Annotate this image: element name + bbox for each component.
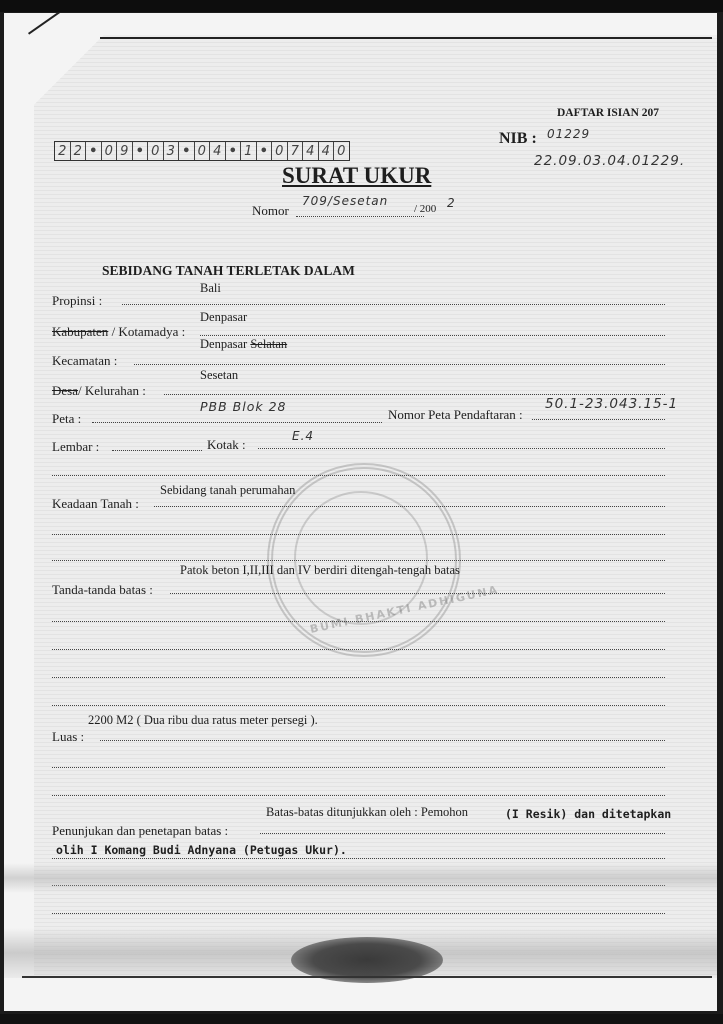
parcel-number-box: • (226, 142, 242, 160)
kabupaten-dotted-line (200, 335, 665, 336)
penunjukan-dotted-line (260, 833, 665, 834)
parcel-number-box: 2 (55, 142, 71, 160)
kotak-dotted-line (258, 448, 665, 449)
penunjukan-value-a: Batas-batas ditunjukkan oleh : Pemohon (266, 805, 469, 819)
nomor-peta-value: 50.1-23.043.15-1 (545, 396, 679, 412)
folded-corner (26, 33, 106, 113)
propinsi-value: Bali (200, 281, 221, 295)
kecamatan-value-main: Denpasar (200, 337, 248, 351)
kecamatan-value (200, 337, 287, 352)
nomor-peta-label: Nomor Peta Pendaftaran : (388, 407, 523, 422)
parcel-number-box: • (133, 142, 149, 160)
propinsi-dotted-line (122, 304, 665, 305)
parcel-number-box: • (179, 142, 195, 160)
blank-dotted-line-6 (52, 677, 665, 678)
blank-dotted-line-9 (52, 795, 665, 796)
luas-label: Luas : (52, 729, 85, 744)
luas-value: 2200 M2 ( Dua ribu dua ratus meter persegi ). (88, 713, 318, 727)
penunjukan-value-b: (I Resik) dan ditetapkan (505, 807, 672, 821)
tanda-batas-label: Tanda-tanda batas : (52, 582, 153, 597)
parcel-number-box: 1 (241, 142, 257, 160)
paper-top-edge (100, 37, 712, 39)
desa-label (52, 383, 146, 399)
parcel-number-boxes (54, 141, 350, 161)
desa-label-rest: / Kelurahan : (78, 383, 146, 398)
parcel-number-box: 4 (319, 142, 335, 160)
paper-bottom-edge (22, 976, 712, 978)
kabupaten-label (52, 324, 185, 340)
document-sheet (4, 13, 717, 1011)
parcel-number-box: 4 (210, 142, 226, 160)
tanda-batas-value: Patok beton I,II,III dan IV berdiri ditengah-tengah batas (180, 563, 460, 577)
parcel-number-box: 0 (337, 143, 346, 159)
fold-edge-line (28, 13, 123, 35)
blank-dotted-line-1 (52, 475, 665, 476)
nomor-year-suffix: 2 (447, 196, 456, 210)
peta-value: PBB Blok 28 (200, 399, 287, 414)
kabupaten-label-rest: / Kotamadya (111, 324, 179, 339)
penunjukan-label: Penunjukan dan penetapan batas : (52, 823, 229, 838)
nomor-value: 709/Sesetan (302, 194, 389, 208)
parcel-number-box: 4 (303, 142, 319, 160)
kabupaten-value: Denpasar (200, 310, 248, 324)
parcel-number-box: 9 (117, 142, 133, 160)
lembar-label: Lembar : (52, 439, 100, 454)
desa-dotted-line (164, 394, 665, 395)
section-heading: SEBIDANG TANAH TERLETAK DALAM (102, 263, 355, 278)
nib-label: NIB : (499, 130, 537, 147)
parcel-number-box: 0 (272, 142, 288, 160)
tanda-batas-dotted-line (170, 593, 665, 594)
kabupaten-colon: : (181, 324, 186, 339)
parcel-number-box: 3 (164, 142, 180, 160)
parcel-number-box: 7 (288, 142, 304, 160)
nomor-year-prefix: / 200 (414, 203, 437, 215)
keadaan-value: Sebidang tanah perumahan (160, 483, 296, 497)
kabupaten-label-struck: Kabupaten (52, 324, 109, 339)
nomor-label: Nomor (252, 203, 289, 218)
parcel-number-box: • (86, 142, 102, 160)
nomor-dotted-line (296, 216, 424, 217)
scan-blur-band (4, 863, 717, 893)
scan-top-border (0, 0, 723, 12)
document-title: SURAT UKUR (282, 163, 432, 188)
blank-dotted-line-3 (52, 560, 665, 561)
seal-watermark-text: BUMI BHAKTI ADHIGUNA (308, 583, 501, 636)
kotak-value: E.4 (292, 429, 315, 443)
parcel-number-box: • (257, 142, 273, 160)
parcel-number-box: 0 (195, 142, 211, 160)
lembar-dotted-line (112, 450, 202, 451)
blank-dotted-line-5 (52, 649, 665, 650)
blank-dotted-line-12 (52, 913, 665, 914)
parcel-number-box: 0 (102, 142, 118, 160)
propinsi-label: Propinsi : (52, 293, 103, 308)
nib-value: 01229 (547, 127, 591, 141)
peta-label: Peta : (52, 411, 82, 426)
desa-value: Sesetan (200, 368, 239, 382)
peta-dotted-line (92, 422, 382, 423)
keadaan-dotted-line (154, 506, 665, 507)
kecamatan-label: Kecamatan : (52, 353, 118, 368)
luas-dotted-line (100, 740, 665, 741)
keadaan-label: Keadaan Tanah : (52, 496, 139, 511)
blank-dotted-line-7 (52, 705, 665, 706)
kecamatan-value-struck: Selatan (250, 337, 288, 351)
scan-bottom-border (0, 1014, 723, 1024)
form-code: DAFTAR ISIAN 207 (557, 107, 660, 119)
blank-dotted-line-10 (52, 858, 665, 859)
kotak-label: Kotak : (207, 437, 246, 452)
parcel-number-box: 0 (148, 142, 164, 160)
penunjukan-value-c: olih I Komang Budi Adnyana (Petugas Ukur). (56, 843, 347, 857)
parcel-number-box: 2 (71, 142, 87, 160)
desa-label-struck: Desa (52, 383, 78, 398)
blank-dotted-line-4 (52, 621, 665, 622)
kecamatan-dotted-line (134, 364, 665, 365)
nomor-peta-dotted-line (532, 419, 665, 420)
nib-full-number: 22.09.03.04.01229. (534, 153, 686, 169)
blank-dotted-line-2 (52, 534, 665, 535)
blank-dotted-line-8 (52, 767, 665, 768)
